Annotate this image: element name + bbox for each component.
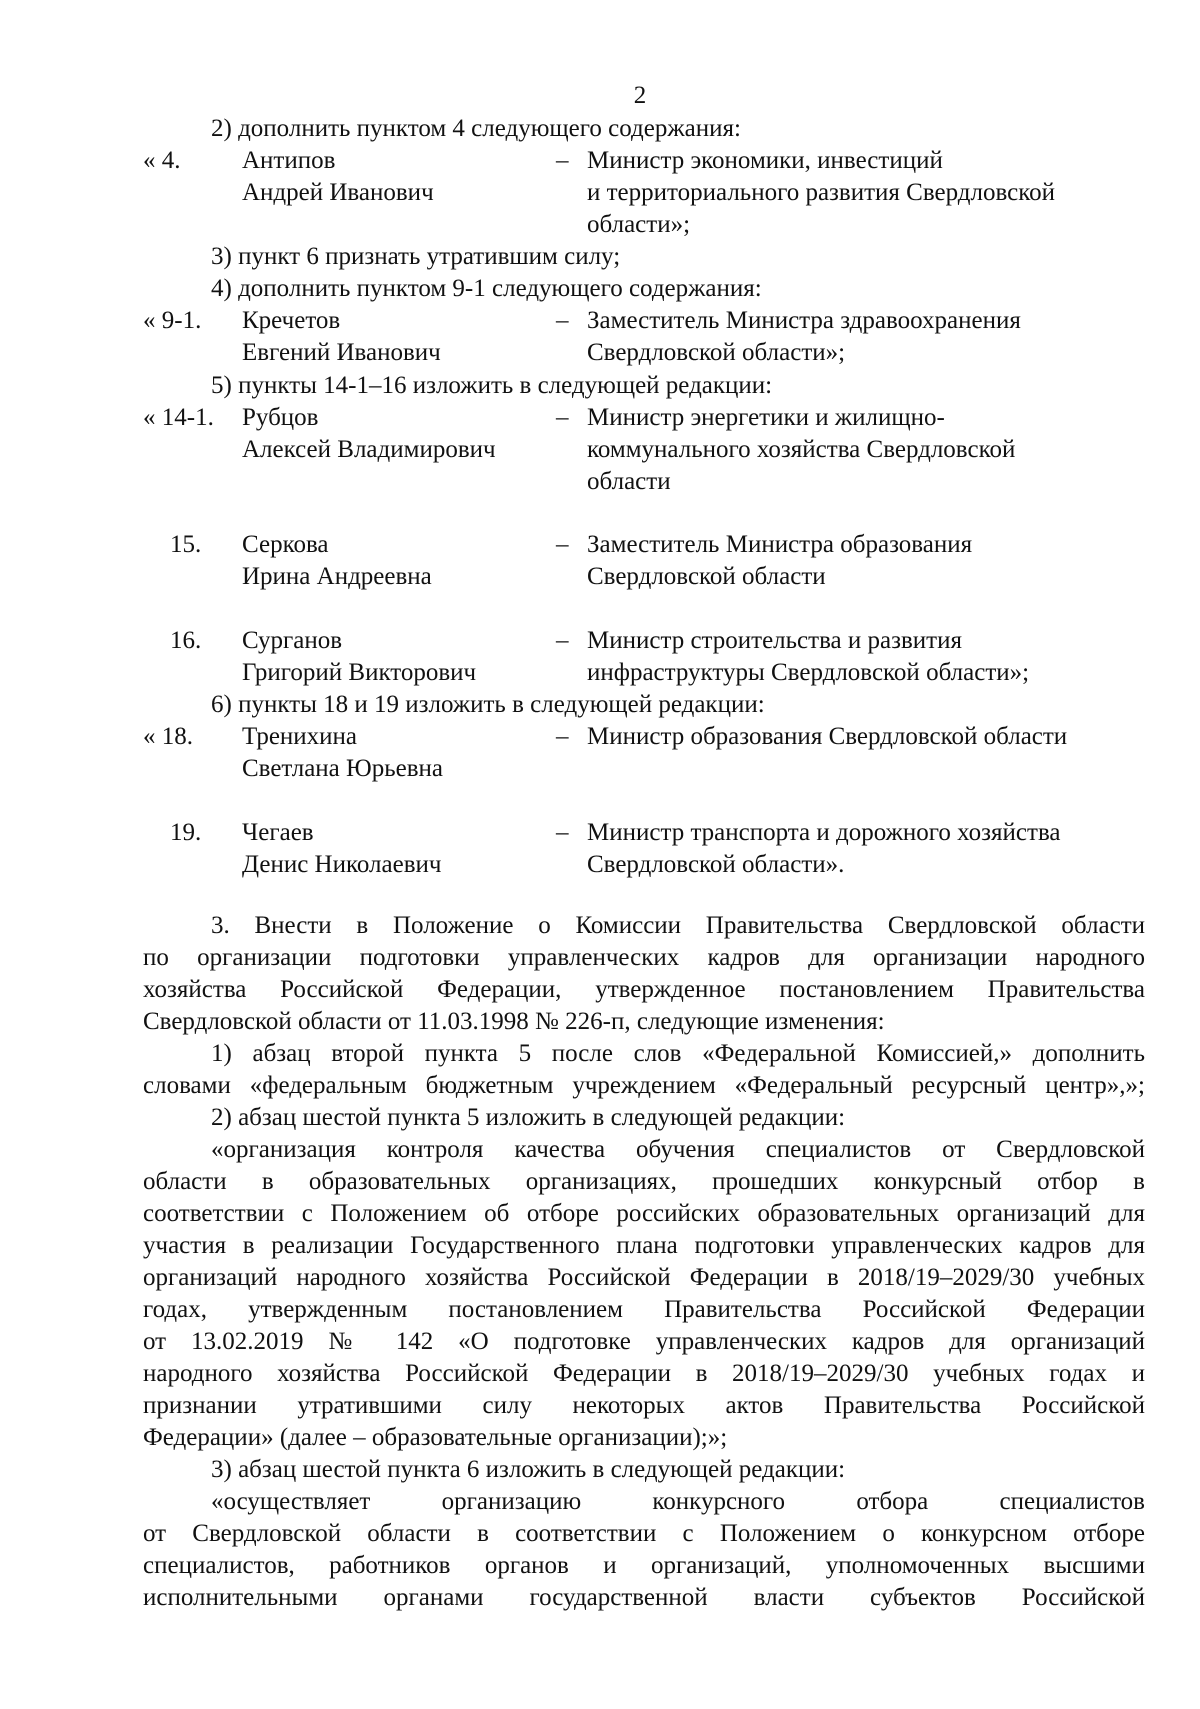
position-line: коммунального хозяйства Свердловской <box>587 436 1016 463</box>
position-line: Заместитель Министра образования <box>587 531 973 558</box>
position-title <box>587 817 1147 881</box>
text-line: признании утратившими силу некоторых актов Правительства Российской <box>143 1392 1145 1419</box>
dash: – <box>556 404 569 431</box>
paragraph-3-item-2 <box>143 1102 1145 1134</box>
text-line: 3. Внести в Положение о Комиссии Правительства Свердловской области <box>211 912 1145 939</box>
text-line: «осуществляет организацию конкурсного отбора специалистов <box>211 1488 1145 1515</box>
text-line: соответствии с Положением об отборе российских образовательных организаций для <box>143 1200 1145 1227</box>
surname: Антипов <box>242 147 336 174</box>
position-line: Министр экономики, инвестиций <box>587 147 943 174</box>
given-names: Евгений Иванович <box>242 339 441 366</box>
surname: Тренихина <box>242 723 358 750</box>
dash: – <box>556 307 569 334</box>
position-title <box>587 625 1147 689</box>
paragraph-quote-2 <box>143 1486 1145 1614</box>
text-line: исполнительными органами государственной власти субъектов Российской <box>143 1584 1145 1611</box>
given-names: Андрей Иванович <box>242 179 434 206</box>
entry-number: « 9-1. <box>143 307 202 334</box>
surname: Сурганов <box>242 627 343 654</box>
text-line: Свердловской области от 11.03.1998 № 226-п, следующие изменения: <box>143 1008 885 1035</box>
position-line: Министр транспорта и дорожного хозяйства <box>587 819 1061 846</box>
given-names: Денис Николаевич <box>242 851 442 878</box>
position-line: Министр строительства и развития <box>587 627 962 654</box>
person-name <box>242 402 496 466</box>
dash: – <box>556 531 569 558</box>
position-line: Свердловской области». <box>587 851 845 878</box>
given-names: Светлана Юрьевна <box>242 755 444 782</box>
text-line: от 13.02.2019 № 142 «О подготовке управленческих кадров для организаций <box>143 1328 1145 1355</box>
position-line: Министр энергетики и жилищно- <box>587 404 945 431</box>
paragraph-quote-1 <box>143 1134 1145 1454</box>
entry-number: « 4. <box>143 147 181 174</box>
given-names: Григорий Викторович <box>242 659 477 686</box>
position-title <box>587 402 1147 498</box>
position-title <box>587 721 1147 753</box>
surname: Рубцов <box>242 404 319 431</box>
text-line: «организация контроля качества обучения специалистов от Свердловской <box>211 1136 1145 1163</box>
entry-number: 19. <box>170 819 202 846</box>
text-line: годах, утвержденным постановлением Правительства Российской Федерации <box>143 1296 1145 1323</box>
dash: – <box>556 723 569 750</box>
person-name <box>242 145 434 209</box>
paragraph-3-item-1 <box>143 1038 1145 1102</box>
person-name <box>242 529 432 593</box>
amendment-item-2: 2) дополнить пунктом 4 следующего содержания: <box>211 115 741 142</box>
position-title <box>587 145 1147 241</box>
text-line: от Свердловской области в соответствии с Положением о конкурсном отборе <box>143 1520 1145 1547</box>
dash: – <box>556 147 569 174</box>
position-title <box>587 529 1147 593</box>
text-line: участия в реализации Государственного плана подготовки управленческих кадров для <box>143 1232 1145 1259</box>
text-line: по организации подготовки управленческих кадров для организации народного <box>143 944 1145 971</box>
text-line: организаций народного хозяйства Российской Федерации в 2018/19–2029/30 учебных <box>143 1264 1145 1291</box>
surname: Кречетов <box>242 307 341 334</box>
position-title <box>587 305 1147 369</box>
position-line: Свердловской области»; <box>587 339 846 366</box>
entry-number: 16. <box>170 627 202 654</box>
position-line: области»; <box>587 211 691 238</box>
text-line: специалистов, работников органов и организаций, уполномоченных высшими <box>143 1552 1145 1579</box>
text-line: хозяйства Российской Федерации, утвержденное постановлением Правительства <box>143 976 1145 1003</box>
dash: – <box>556 627 569 654</box>
position-line: инфраструктуры Свердловской области»; <box>587 659 1030 686</box>
text-line: 2) абзац шестой пункта 5 изложить в следующей редакции: <box>211 1104 846 1131</box>
text-line: словами «федеральным бюджетным учреждением «Федеральный ресурсный центр»,»; <box>143 1072 1145 1099</box>
text-line: 1) абзац второй пункта 5 после слов «Федеральной Комиссией,» дополнить <box>211 1040 1145 1067</box>
page-number: 2 <box>633 82 647 109</box>
position-line: Свердловской области <box>587 563 826 590</box>
person-name <box>242 625 476 689</box>
surname: Серкова <box>242 531 329 558</box>
surname: Чегаев <box>242 819 314 846</box>
given-names: Алексей Владимирович <box>242 436 496 463</box>
position-line: Заместитель Министра здравоохранения <box>587 307 1021 334</box>
amendment-item-4: 4) дополнить пунктом 9-1 следующего содержания: <box>211 275 762 302</box>
text-line: народного хозяйства Российской Федерации в 2018/19–2029/30 учебных годах и <box>143 1360 1145 1387</box>
position-line: и территориального развития Свердловской <box>587 179 1055 206</box>
amendment-item-3: 3) пункт 6 признать утратившим силу; <box>211 243 621 270</box>
section-3-body <box>143 910 1145 1614</box>
given-names: Ирина Андреевна <box>242 563 432 590</box>
amendment-item-5: 5) пункты 14-1–16 изложить в следующей редакции: <box>211 372 773 399</box>
dash: – <box>556 819 569 846</box>
text-line: 3) абзац шестой пункта 6 изложить в следующей редакции: <box>211 1456 846 1483</box>
paragraph-3-item-3 <box>143 1454 1145 1486</box>
entry-number: 15. <box>170 531 202 558</box>
amendment-item-6: 6) пункты 18 и 19 изложить в следующей редакции: <box>211 691 765 718</box>
person-name <box>242 817 441 881</box>
person-name <box>242 721 443 785</box>
position-line: области <box>587 468 671 495</box>
entry-number: « 18. <box>143 723 193 750</box>
paragraph-3-intro <box>143 910 1145 1038</box>
entry-number: « 14-1. <box>143 404 214 431</box>
text-line: области в образовательных организациях, прошедших конкурсный отбор в <box>143 1168 1145 1195</box>
position-line: Министр образования Свердловской области <box>587 723 1068 750</box>
person-name <box>242 305 441 369</box>
text-line: Федерации» (далее – образовательные организации);»; <box>143 1424 728 1451</box>
